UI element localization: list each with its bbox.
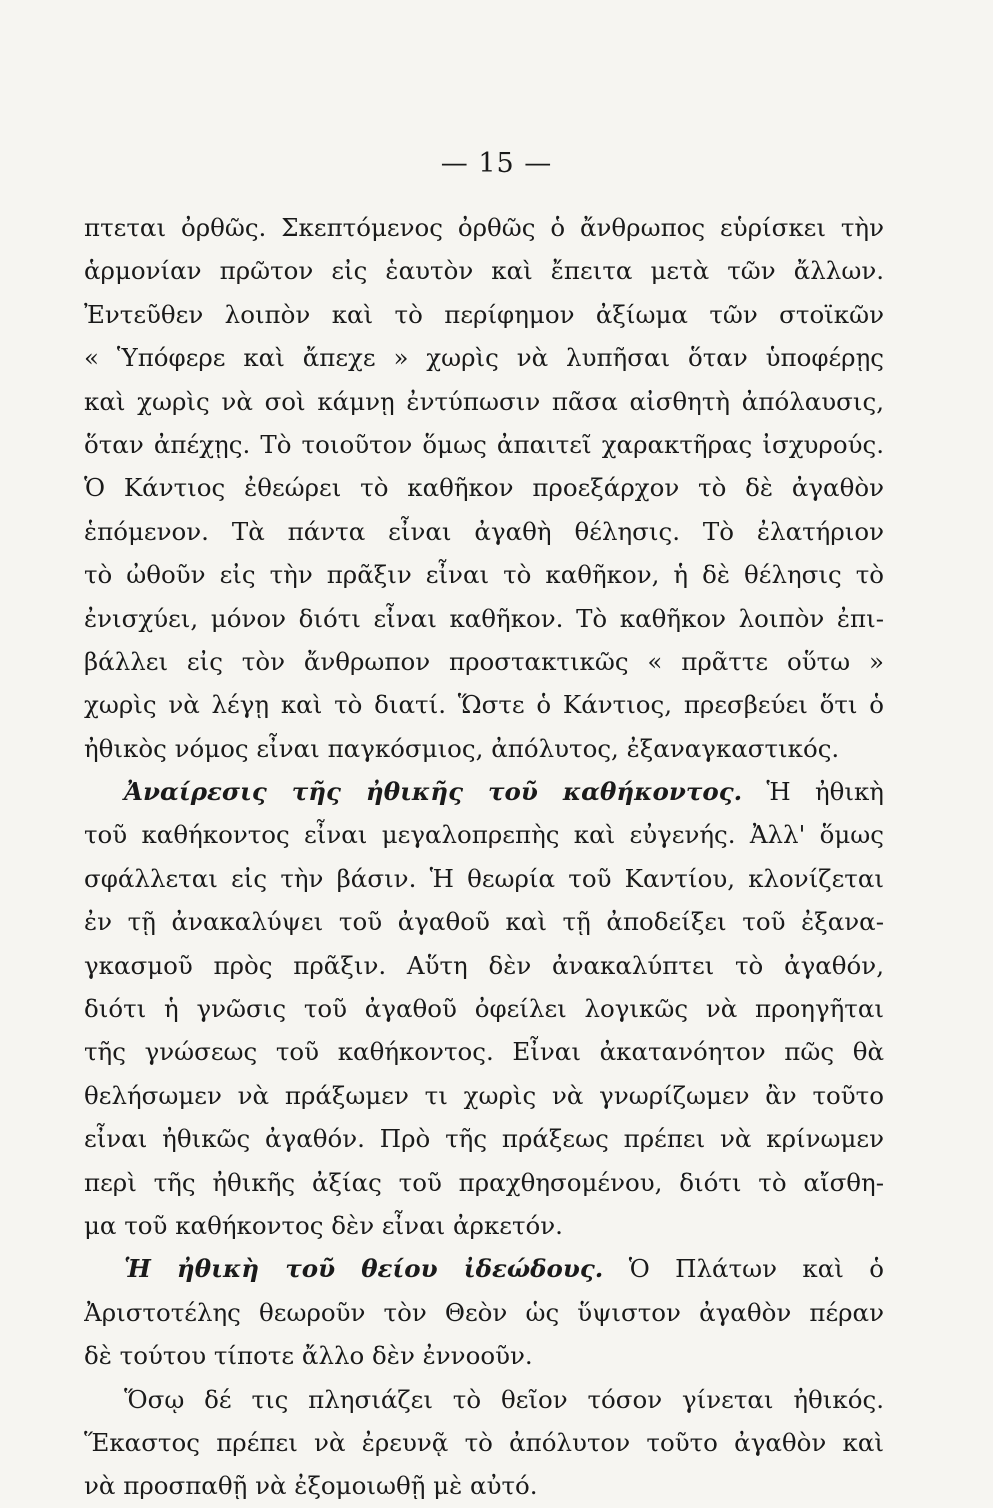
text-line: μα τοῦ καθήκοντος δὲν εἶναι ἀρκετόν. [84, 1210, 563, 1240]
text-line: Ἕκαστος πρέπει νὰ ἐρευνᾷ τὸ ἀπόλυτον τοῦτο ἀγαθὸν καὶ [84, 1427, 884, 1457]
body-text [84, 206, 884, 1508]
section-heading-line [84, 1247, 884, 1290]
text-line: ἐν τῇ ἀνακαλύψει τοῦ ἀγαθοῦ καὶ τῇ ἀποδείξει τοῦ ἐξανα- [84, 907, 884, 937]
text-line: γκασμοῦ πρὸς πρᾶξιν. Αὕτη δὲν ἀνακαλύπτει τὸ ἀγαθόν, [84, 950, 884, 980]
text-line: Ὅσῳ δέ τις πλησιάζει τὸ θεῖον τόσον γίνεται ἠθικός. [124, 1384, 884, 1414]
text-line: περὶ τῆς ἠθικῆς ἀξίας τοῦ πραχθησομένου, διότι τὸ αἴσθη- [84, 1167, 884, 1197]
text-line: Ἀριστοτέλης θεωροῦν τὸν Θεὸν ὡς ὕψιστον ἀγαθὸν πέραν [84, 1297, 884, 1327]
text-line: χωρὶς νὰ λέγῃ καὶ τὸ διατί. Ὥστε ὁ Κάντιος, πρεσβεύει ὅτι ὁ [84, 690, 884, 720]
section-heading-line [84, 770, 884, 813]
section-heading: Ἀναίρεσις τῆς ἠθικῆς τοῦ καθήκοντος. [124, 777, 743, 807]
heading-line-text: Ὁ Πλάτων καὶ ὁ [603, 1254, 884, 1284]
text-line: τοῦ καθήκοντος εἶναι μεγαλοπρεπὴς καὶ εὐγενής. Ἀλλ' ὅμως [84, 820, 884, 850]
text-line: καὶ χωρὶς νὰ σοὶ κάμνῃ ἐντύπωσιν πᾶσα αἰσθητὴ ἀπόλαυσις, [84, 386, 884, 416]
text-line: πτεται ὀρθῶς. Σκεπτόμενος ὀρθῶς ὁ ἄνθρωπος εὑρίσκει τὴν [84, 213, 884, 242]
heading-line-text: Ἡ ἠθικὴ [742, 777, 884, 807]
text-line: δὲ τούτου τίποτε ἄλλο δὲν ἐννοοῦν. [84, 1341, 533, 1371]
text-line: νὰ προσπαθῇ νὰ ἐξομοιωθῇ μὲ αὐτό. [84, 1471, 538, 1501]
text-line: ἁρμονίαν πρῶτον εἰς ἑαυτὸν καὶ ἔπειτα μετὰ τῶν ἄλλων. [84, 256, 884, 286]
text-line: διότι ἡ γνῶσις τοῦ ἀγαθοῦ ὀφείλει λογικῶς νὰ προηγῆται [84, 994, 884, 1024]
section-heading: Ἡ ἠθικὴ τοῦ θείου ἰδεώδους. [124, 1254, 604, 1284]
text-line: « Ὑπόφερε καὶ ἄπεχε » χωρὶς νὰ λυπῆσαι ὅταν ὑποφέρῃς [84, 343, 884, 373]
text-line: τὸ ὠθοῦν εἰς τὴν πρᾶξιν εἶναι τὸ καθῆκον, ἡ δὲ θέλησις τὸ [84, 560, 884, 590]
text-line: τῆς γνώσεως τοῦ καθήκοντος. Εἶναι ἀκατανόητον πῶς θὰ [84, 1037, 884, 1067]
text-line: Ὁ Κάντιος ἐθεώρει τὸ καθῆκον προεξάρχον τὸ δὲ ἀγαθὸν [84, 473, 884, 503]
text-line: ἐνισχύει, μόνον διότι εἶναι καθῆκον. Τὸ καθῆκον λοιπὸν ἐπι- [84, 603, 884, 633]
text-line: ἑπόμενον. Τὰ πάντα εἶναι ἀγαθὴ θέλησις. Τὸ ἐλατήριον [84, 516, 884, 546]
text-line: ἠθικὸς νόμος εἶναι παγκόσμιος, ἀπόλυτος, ἐξαναγκαστικός. [84, 733, 840, 763]
text-line: βάλλει εἰς τὸν ἄνθρωπον προστακτικῶς « πρᾶττε οὕτω » [84, 646, 884, 676]
text-line: εἶναι ἠθικῶς ἀγαθόν. Πρὸ τῆς πράξεως πρέπει νὰ κρίνωμεν [84, 1124, 884, 1154]
text-line: σφάλλεται εἰς τὴν βάσιν. Ἡ θεωρία τοῦ Καντίου, κλονίζεται [84, 863, 884, 893]
text-line: Ἐντεῦθεν λοιπὸν καὶ τὸ περίφημον ἀξίωμα τῶν στοϊκῶν [84, 299, 884, 329]
text-line: ὅταν ἀπέχῃς. Τὸ τοιοῦτον ὅμως ἀπαιτεῖ χαρακτῆρας ἰσχυρούς. [84, 429, 884, 459]
text-line: θελήσωμεν νὰ πράξωμεν τι χωρὶς νὰ γνωρίζωμεν ἂν τοῦτο [84, 1080, 884, 1110]
page-number: — 15 — [440, 148, 553, 179]
